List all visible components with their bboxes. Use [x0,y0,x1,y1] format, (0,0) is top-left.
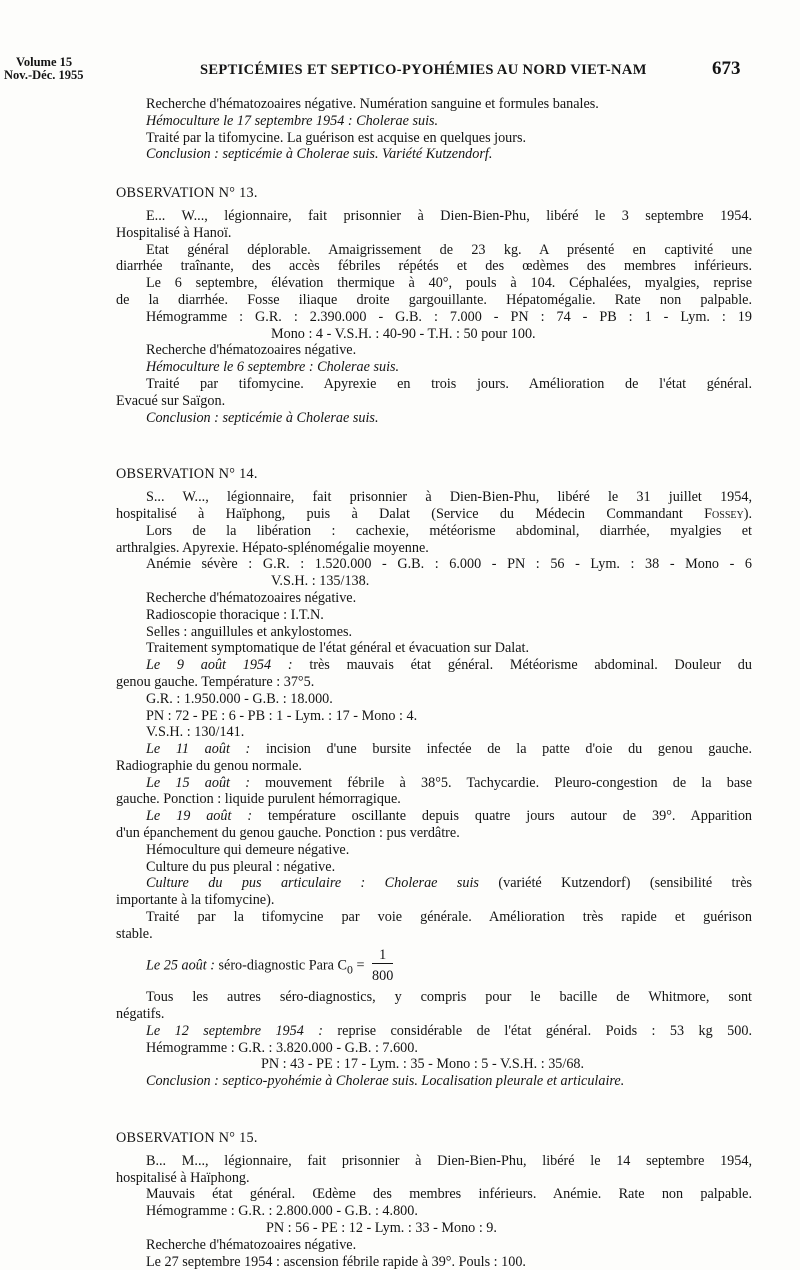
text-span: température oscillante depuis quatre jours autour de 39°. Apparition [252,808,753,825]
text-line [116,775,752,792]
issue-date: Nov.-Déc. 1955 [4,68,84,82]
conclusion-line: Conclusion : septico-pyohémie à Cholerae suis. Localisation pleurale et articulaire. [146,1073,625,1090]
text-line [116,506,752,523]
culture-label: Culture du pus articulaire : Cholerae suis [146,875,479,892]
text-line: Le 27 septembre 1954 : ascension fébrile rapide à 39°. Pouls : 100. [146,1253,526,1270]
date-label: Le 15 août : [146,774,250,791]
text-line: gauche. Ponction : liquide purulent hémorragique. [116,791,401,808]
text-span: reprise considérable de l'état général. Poids : 53 kg 500. [323,1022,752,1039]
text-span: mouvement fébrile à 38°5. Tachycardie. Pleuro-congestion de la base [249,774,752,791]
text-line: diarrhée traînante, des accès fébriles répétés et des œdèmes des membres inférieurs. [116,258,752,275]
subscript: 0 [346,962,353,977]
hemogram-line: Hémogramme : G.R. : 2.390.000 - G.B. : 7.000 - PN : 74 - PB : 1 - Lym. : 19 [146,308,752,325]
text-line: Traité par la tifomycine. La guérison est acquise en quelques jours. [146,129,527,146]
text-line: Evacué sur Saïgon. [116,392,226,409]
sero-diagnostic-line [116,947,752,986]
volume-number: Volume 15 [16,55,73,69]
date-label: Le 9 août 1954 : [146,657,293,674]
text-line: genou gauche. Température : 37°5. [116,673,315,690]
text-span: incision d'une bursite infectée de la patte d'oie du genou gauche. [250,741,752,758]
hemogram-line: PN : 56 - PE : 12 - Lym. : 33 - Mono : 9. [266,1220,497,1237]
text-line: Culture du pus pleural : négative. [146,858,336,875]
text-line: hospitalisé à Haïphong. [116,1169,250,1186]
text-line [116,741,752,758]
text-line: Recherche d'hématozoaires négative. Numération sanguine et formules banales. [146,96,599,112]
text-line: de la diarrhée. Fosse iliaque droite gargouillante. Hépatomégalie. Rate non palpable. [116,291,752,308]
author-name: Fossey [704,505,744,522]
hemogram-line: Hémogramme : G.R. : 3.820.000 - G.B. : 7.600. [146,1039,418,1056]
running-title: SEPTICÉMIES ET SEPTICO-PYOHÉMIES AU NORD VIET-NAM [200,62,647,78]
text-line: Lors de la libération : cachexie, météorisme abdominal, diarrhée, myalgies et [146,522,752,539]
text-span: hospitalisé à Haïphong, puis à Dalat (Service du Médecin Commandant [116,505,705,522]
text-line: Hémoculture le 17 septembre 1954 : Cholerae suis. [146,112,439,129]
text-line: Traité par tifomycine. Apyrexie en trois jours. Amélioration de l'état général. [146,375,752,392]
conclusion-line: Conclusion : septicémie à Cholerae suis. [146,409,379,426]
text-line: Recherche d'hématozoaires négative. [146,1236,357,1253]
text-span: très mauvais état général. Météorisme abdominal. Douleur du [292,657,752,674]
hemogram-line: Mono : 4 - V.S.H. : 40-90 - T.H. : 50 pour 100. [271,325,536,342]
date-label: Le 12 septembre 1954 : [146,1022,323,1039]
text-span: séro-diagnostic Para C [214,957,347,974]
text-line: négatifs. [116,1006,165,1023]
observation-heading: OBSERVATION N° 15. [116,1130,258,1147]
text-line: Radioscopie thoracique : I.T.N. [146,606,324,623]
text-line: Mauvais état général. Œdème des membres inférieurs. Anémie. Rate non palpable. [146,1186,752,1203]
hemogram-line: Anémie sévère : G.R. : 1.520.000 - G.B. : 6.000 - PN : 56 - Lym. : 38 - Mono - 6 [146,556,752,573]
text-line [116,657,752,674]
text-line [116,875,752,892]
article-body [116,96,752,1270]
text-line: importante à la tifomycine). [116,892,275,909]
hemogram-line: PN : 43 - PE : 17 - Lym. : 35 - Mono : 5 - V.S.H. : 35/68. [261,1056,585,1073]
text-line: Traité par la tifomycine par voie générale. Amélioration très rapide et guérison [146,909,752,926]
page-number: 673 [712,58,741,79]
volume-info [4,56,84,82]
text-line [116,1023,752,1040]
date-label: Le 19 août : [146,808,253,825]
text-line: Radiographie du genou normale. [116,757,302,774]
text-span: ). [743,505,752,522]
fraction-numerator: 1 [372,947,393,965]
text-line: d'un épanchement du genou gauche. Ponction : pus verdâtre. [116,825,460,842]
hemogram-line: V.S.H. : 130/141. [146,724,245,741]
text-line: Traitement symptomatique de l'état général et évacuation sur Dalat. [146,640,529,657]
text-line: Le 6 septembre, élévation thermique à 40°, pouls à 104. Céphalées, myalgies, reprise [146,275,752,292]
date-label: Le 11 août : [146,741,251,758]
hemogram-line: V.S.H. : 135/138. [271,573,370,590]
hemogram-line: Hémogramme : G.R. : 2.800.000 - G.B. : 4.800. [146,1203,418,1220]
text-line: Recherche d'hématozoaires négative. [146,342,357,359]
text-line: Tous les autres séro-diagnostics, y compris pour le bacille de Whitmore, sont [146,989,752,1006]
text-line: S... W..., légionnaire, fait prisonnier à Dien-Bien-Phu, libéré le 31 juillet 1954, [146,489,752,506]
observation-heading: OBSERVATION N° 14. [116,466,258,483]
date-label: Le 25 août : [146,957,215,974]
equals-sign: = [352,957,365,974]
text-line [116,808,752,825]
hemogram-line: PN : 72 - PE : 6 - PB : 1 - Lym. : 17 - Mono : 4. [146,707,418,724]
text-line: stable. [116,925,153,942]
text-line: Etat général déplorable. Amaigrissement de 23 kg. A présenté en captivité une [146,241,752,258]
text-line: Hospitalisé à Hanoï. [116,224,232,241]
conclusion-line: Conclusion : septicémie à Cholerae suis. Variété Kutzendorf. [146,146,493,163]
observation-heading: OBSERVATION N° 13. [116,185,258,202]
text-line: Recherche d'hématozoaires négative. [146,589,357,606]
text-line: E... W..., légionnaire, fait prisonnier à Dien-Bien-Phu, libéré le 3 septembre 1954. [146,207,752,224]
text-line: Hémoculture qui demeure négative. [146,841,350,858]
text-line: arthralgies. Apyrexie. Hépato-splénomégalie moyenne. [116,539,429,556]
text-line: B... M..., légionnaire, fait prisonnier à Dien-Bien-Phu, libéré le 14 septembre 1954, [146,1152,752,1169]
fraction [372,947,393,986]
fraction-denominator: 800 [372,968,394,985]
hemogram-line: G.R. : 1.950.000 - G.B. : 18.000. [146,690,333,707]
text-span: (variété Kutzendorf) (sensibilité très [478,875,753,892]
text-line: Hémoculture le 6 septembre : Cholerae suis. [146,359,400,376]
text-line: Selles : anguillules et ankylostomes. [146,623,353,640]
